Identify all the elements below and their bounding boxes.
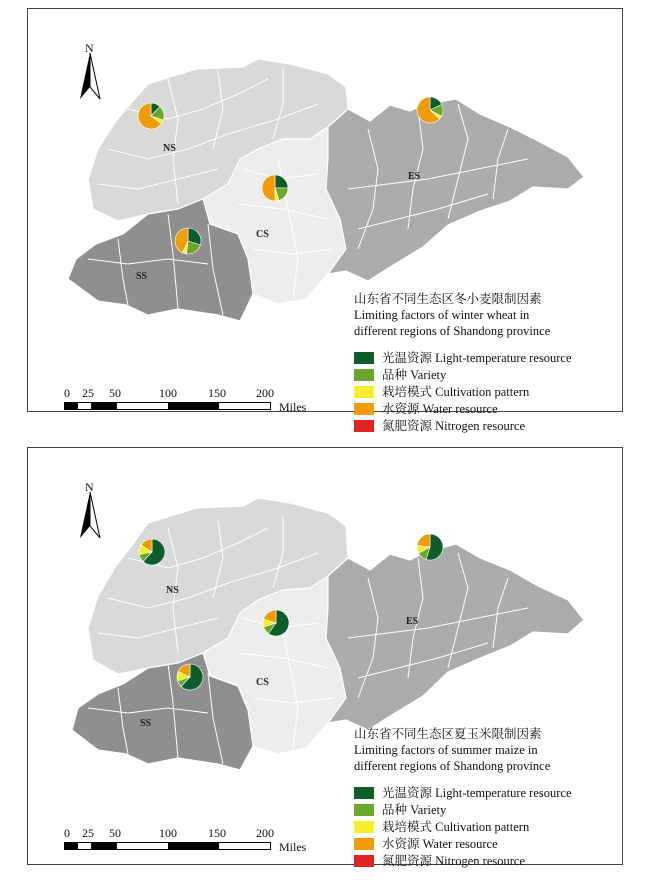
scale-tick: 200 <box>256 826 274 840</box>
scale-tick: 0 <box>64 826 70 840</box>
legend-swatch-water <box>354 403 374 415</box>
region-es-area <box>326 544 584 730</box>
legend <box>354 726 572 869</box>
legend-swatch-cultivation <box>354 386 374 398</box>
scale-tick: 200 <box>256 386 274 400</box>
legend-label: 光温资源 Light-temperature resource <box>382 785 572 800</box>
scale-tick: 25 <box>82 826 94 840</box>
north-arrow-label: N <box>85 41 94 55</box>
legend-swatch-nitrogen <box>354 855 374 867</box>
legend-label: 氮肥资源 Nitrogen resource <box>382 418 526 433</box>
pie-ns <box>139 539 165 565</box>
scale-tick-labels <box>64 386 324 400</box>
pie-ss <box>177 664 203 690</box>
legend-title <box>354 726 572 774</box>
scale-tick: 100 <box>159 826 177 840</box>
legend-label: 水资源 Water resource <box>382 401 498 416</box>
legend-item <box>354 400 572 417</box>
legend-items <box>354 349 572 434</box>
scale-tick: 150 <box>208 386 226 400</box>
legend-title-en-line1: Limiting factors of summer maize in <box>354 743 538 757</box>
legend-item <box>354 349 572 366</box>
legend-title <box>354 291 572 339</box>
north-arrow-icon <box>78 39 102 109</box>
scale-bar-graphic <box>64 842 271 850</box>
legend-items <box>354 784 572 869</box>
region-label-ss: SS <box>140 718 152 729</box>
region-label-cs: CS <box>256 677 269 688</box>
legend-label: 光温资源 Light-temperature resource <box>382 350 572 365</box>
legend-swatch-light-temperature <box>354 787 374 799</box>
scale-tick: 50 <box>109 826 121 840</box>
legend <box>354 291 572 434</box>
region-label-es: ES <box>408 171 421 182</box>
region-label-es: ES <box>406 616 419 627</box>
legend-title-cn: 山东省不同生态区夏玉米限制因素 <box>354 727 542 741</box>
legend-title-cn: 山东省不同生态区冬小麦限制因素 <box>354 292 542 306</box>
legend-item <box>354 366 572 383</box>
legend-swatch-light-temperature <box>354 352 374 364</box>
legend-title-en-line1: Limiting factors of winter wheat in <box>354 308 530 322</box>
legend-item <box>354 818 572 835</box>
legend-title-en-line2: different regions of Shandong province <box>354 759 551 773</box>
legend-swatch-cultivation <box>354 821 374 833</box>
legend-swatch-nitrogen <box>354 420 374 432</box>
scale-tick-labels <box>64 826 324 840</box>
legend-swatch-water <box>354 838 374 850</box>
legend-label: 水资源 Water resource <box>382 836 498 851</box>
legend-item <box>354 801 572 818</box>
scale-bar <box>64 386 324 414</box>
scale-tick: 25 <box>82 386 94 400</box>
pie-cs <box>262 175 288 201</box>
pie-es <box>417 97 443 123</box>
legend-item <box>354 417 572 434</box>
legend-item <box>354 835 572 852</box>
pie-cs <box>263 610 289 636</box>
north-arrow-icon <box>78 478 102 548</box>
scale-tick: 150 <box>208 826 226 840</box>
legend-item <box>354 852 572 869</box>
legend-label: 氮肥资源 Nitrogen resource <box>382 853 526 868</box>
region-label-ns: NS <box>166 585 179 596</box>
legend-item <box>354 383 572 400</box>
scale-bar-graphic <box>64 402 271 410</box>
scale-unit: Miles <box>279 400 307 414</box>
region-label-ns: NS <box>163 143 176 154</box>
scale-bar <box>64 826 324 854</box>
winter-wheat-map-panel <box>27 8 623 433</box>
pie-es <box>417 534 443 560</box>
legend-swatch-variety <box>354 804 374 816</box>
legend-item <box>354 784 572 801</box>
legend-label: 栽培模式 Cultivation pattern <box>382 819 530 834</box>
scale-tick: 50 <box>109 386 121 400</box>
region-label-ss: SS <box>136 271 148 282</box>
legend-swatch-variety <box>354 369 374 381</box>
scale-tick: 100 <box>159 386 177 400</box>
pie-slice-water <box>417 534 430 547</box>
scale-unit: Miles <box>279 840 307 854</box>
pie-ns <box>138 103 164 129</box>
legend-label: 品种 Variety <box>382 802 447 817</box>
north-arrow-label: N <box>85 480 94 494</box>
region-label-cs: CS <box>256 229 269 240</box>
pie-ss <box>175 228 201 254</box>
scale-tick: 0 <box>64 386 70 400</box>
legend-label: 栽培模式 Cultivation pattern <box>382 384 530 399</box>
legend-title-en-line2: different regions of Shandong province <box>354 324 551 338</box>
legend-label: 品种 Variety <box>382 367 447 382</box>
summer-maize-map-panel <box>27 447 623 868</box>
